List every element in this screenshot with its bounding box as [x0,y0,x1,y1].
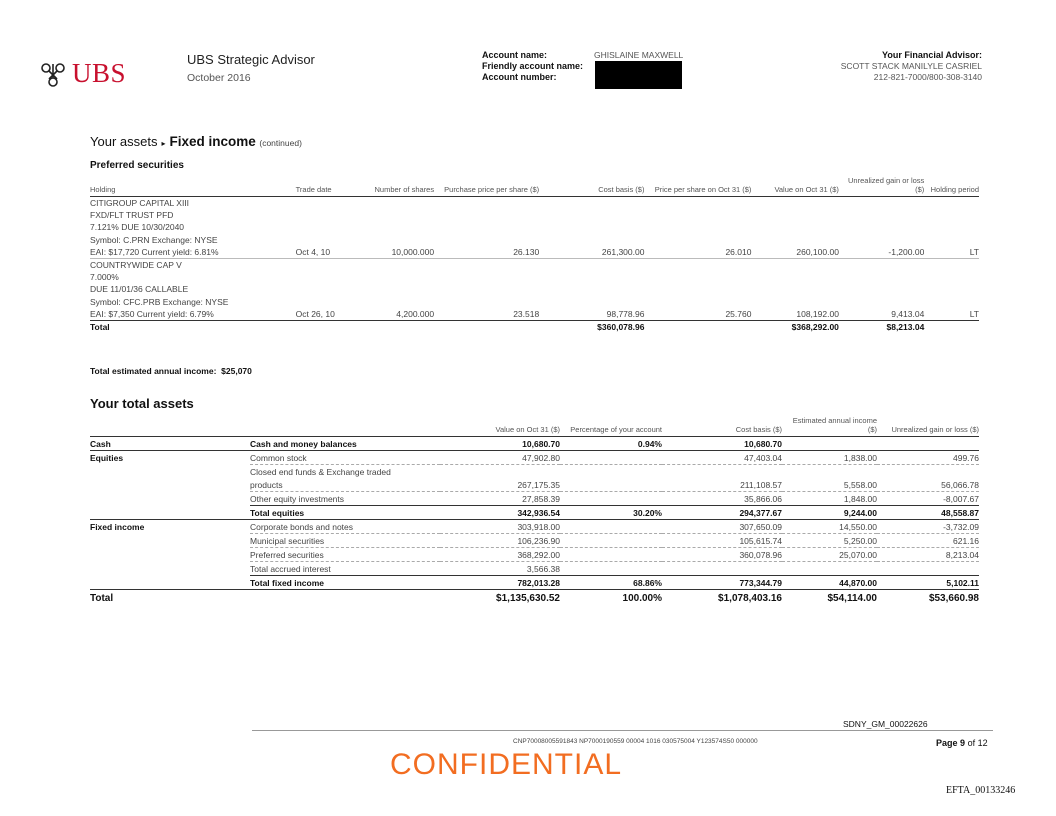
total-unrealized: $8,213.04 [839,320,924,333]
cell-value: 106,236.90 [440,534,560,548]
cell-desc: Total fixed income [250,576,440,590]
cell-value: 782,013.28 [440,576,560,590]
grand-total-pct: 100.00% [560,590,662,609]
cell-desc: Common stock [250,451,440,465]
cell-gain: 499.76 [877,451,979,465]
cell-income: 14,550.00 [782,520,877,534]
cell-income [782,562,877,576]
unrealized: 9,413.04 [891,308,925,319]
friendly-name-label: Friendly account name: [482,61,584,71]
col-trade-date: Trade date [250,176,335,197]
subsection-title: Preferred securities [90,160,184,171]
shares: 4,200.000 [396,308,435,319]
cell-gain: 8,213.04 [877,548,979,562]
cell-gain: 56,066.78 [877,478,979,492]
purchase-price: 26.130 [513,246,540,257]
cell-pct: 30.20% [560,506,662,520]
cell-value: 303,918.00 [440,520,560,534]
total-value: $368,292.00 [751,320,838,333]
cell-desc: products [250,478,440,492]
cell-cost: 294,377.67 [662,506,782,520]
advisor-names: SCOTT STACK MANILYLE CASRIEL [840,61,982,71]
page-total: of 12 [967,738,988,748]
cell-pct [560,451,662,465]
table-row [90,562,979,576]
confidential-stamp: CONFIDENTIAL [390,748,623,781]
cell-pct [560,492,662,506]
cell-cat [90,562,250,576]
redaction-bar [595,72,682,89]
holding-line: 7.121% DUE 10/30/2040 [90,222,185,233]
statement-period: October 2016 [187,72,251,84]
cell-pct [560,534,662,548]
price-oct31: 25.760 [725,308,752,319]
grand-total-gain: $53,660.98 [877,590,979,609]
cell-cat: Cash [90,437,250,451]
cell-value: 47,902.80 [440,451,560,465]
document-code: CNP70008005591843 NP7000190559 00004 1016 030575004 Y123574S50 000000 [513,738,758,745]
breadcrumb-arrow-icon: ▸ [161,139,166,148]
table-row [90,271,979,283]
cell-cost [662,465,782,479]
unrealized: -1,200.00 [888,246,925,257]
value-oct31: 108,192.00 [796,308,839,319]
table-row [90,308,979,321]
cell-cost: 105,615.74 [662,534,782,548]
holding-period: LT [969,246,979,257]
shares: 10,000.000 [391,246,435,257]
holding-line: FXD/FLT TRUST PFD [90,210,174,221]
cell-pct [560,520,662,534]
cell-desc: Total equities [250,506,440,520]
cell-gain: -8,007.67 [943,493,979,504]
holding-eai: EAI: $7,350 Current yield: 6.79% [90,308,214,319]
holding-line: DUE 11/01/36 CALLABLE [90,284,189,295]
cell-income: 44,870.00 [782,576,877,590]
table-row [90,234,979,246]
cell-income: 5,558.00 [782,478,877,492]
cell-desc: Municipal securities [250,534,440,548]
grand-total-label: Total [90,590,250,609]
cell-cost: 211,108.57 [662,478,782,492]
total-assets-table [90,416,979,608]
cell-pct: 0.94% [560,437,662,451]
grand-total-cost: $1,078,403.16 [662,590,782,609]
cell-cost: 307,650.09 [662,520,782,534]
cell-value: 368,292.00 [440,548,560,562]
price-oct31: 26.010 [725,246,752,257]
cell-value: 342,936.54 [440,506,560,520]
grand-total-income: $54,114.00 [782,590,877,609]
holding-line: CITIGROUP CAPITAL XIII [90,198,190,209]
cell-gain: 621.16 [877,534,979,548]
page-number [936,738,988,748]
account-number-label: Account number: [482,72,557,82]
cell-cost: 773,344.79 [662,576,782,590]
annual-income-value: $25,070 [221,366,252,376]
trade-date: Oct 26, 10 [295,308,335,319]
col-holding: Holding [90,176,250,197]
total-cost-basis: $360,078.96 [539,320,644,333]
cell-pct: 68.86% [560,576,662,590]
footer-divider [252,730,993,731]
table-row [90,576,979,590]
value-oct31: 260,100.00 [796,246,839,257]
grand-total-value: $1,135,630.52 [440,590,560,609]
col-holding-period: Holding period [924,176,979,197]
annual-income-label: Total estimated annual income: [90,366,217,376]
holding-line: 7.000% [90,272,119,283]
cell-cat [90,534,250,548]
section-prefix: Your assets [90,134,158,149]
cell-value: 27,858.39 [522,493,560,504]
cell-desc: Cash and money balances [250,437,440,451]
cell-cost: 35,866.06 [744,493,782,504]
table-row [90,221,979,233]
table-row [90,478,979,492]
total-row [90,320,979,333]
purchase-price: 23.518 [513,308,540,319]
section-continued: (continued) [259,138,302,148]
cell-pct [560,465,662,479]
cell-pct [560,548,662,562]
cell-gain: -3,732.09 [877,520,979,534]
table-row [90,246,979,259]
cell-value: 10,680.70 [440,437,560,451]
total-label: Total [90,320,250,333]
cell-income [782,465,877,479]
holding-line: Symbol: C.PRN Exchange: NYSE [90,234,218,245]
cell-desc: Other equity investments [250,493,345,504]
holding-period: LT [969,308,979,319]
brand-title: UBS Strategic Advisor [187,52,315,67]
table-row [90,506,979,520]
cell-cost [662,562,782,576]
table-row [90,534,979,548]
table-row [90,258,979,271]
table-row [90,520,979,534]
cell-cat: Equities [90,451,250,465]
table-row [90,465,979,479]
col-unrealized: Unrealized gain or loss ($) [839,176,924,197]
cell-cat [90,478,250,492]
col-cost-basis: Cost basis ($) [539,176,644,197]
cell-pct [560,562,662,576]
advisor-heading: Your Financial Advisor: [881,50,982,60]
total-annual-income [90,366,252,376]
table-row [90,437,979,451]
financial-advisor [841,50,982,83]
cell-pct [560,478,662,492]
cell-gain [877,562,979,576]
cell-cost: 360,078.96 [662,548,782,562]
cell-cat [90,492,250,506]
cell-cat [90,506,250,520]
ubs-logo [38,58,156,92]
page-word: Page [936,738,958,748]
cell-value [440,465,560,479]
table-row [90,197,979,210]
advisor-phone: 212-821-7000/800-308-3140 [873,72,982,82]
table-row [90,209,979,221]
cell-cost: 10,680.70 [662,437,782,451]
col-annual-income: Estimated annual income ($) [782,416,877,437]
cell-income: 25,070.00 [782,548,877,562]
cell-desc: Preferred securities [250,548,440,562]
holding-line: COUNTRYWIDE CAP V [90,258,979,271]
cell-cat: Fixed income [90,520,250,534]
cell-desc: Corporate bonds and notes [250,520,440,534]
account-name-label: Account name: [482,50,548,60]
brand-block [187,52,315,84]
col-price-oct31: Price per share on Oct 31 ($) [644,176,751,197]
preferred-securities-table [90,176,979,333]
cell-cat [90,548,250,562]
col-cost-basis: Cost basis ($) [662,416,782,437]
bates-number: SDNY_GM_00022626 [843,719,928,729]
table-row [90,296,979,308]
trade-date: Oct 4, 10 [295,246,331,257]
cell-income: 1,848.00 [843,493,877,504]
table-row [90,548,979,562]
col-value: Value on Oct 31 ($) [440,416,560,437]
col-shares: Number of shares [335,176,434,197]
grand-total-row [90,590,979,609]
logo-text: UBS [72,58,127,88]
table-row [90,283,979,295]
cell-gain: 48,558.87 [877,506,979,520]
section-title: Fixed income [169,134,256,149]
holding-line: Symbol: CFC.PRB Exchange: NYSE [90,296,229,307]
col-value-oct31: Value on Oct 31 ($) [751,176,838,197]
cell-income: 9,244.00 [782,506,877,520]
cell-gain [877,437,979,451]
holding-eai: EAI: $17,720 Current yield: 6.81% [90,246,219,257]
cell-value: 3,566.38 [526,563,560,574]
section-heading [90,134,302,149]
cell-cost: 47,403.04 [662,451,782,465]
cost-basis: 98,778.96 [606,308,645,319]
cell-gain: 5,102.11 [877,576,979,590]
total-assets-heading: Your total assets [90,396,194,411]
col-unrealized: Unrealized gain or loss ($) [877,416,979,437]
table-row [90,451,979,465]
col-percentage: Percentage of your account [560,416,662,437]
page-current: 9 [960,738,966,748]
ubs-keys-icon [38,60,68,90]
cell-income [782,437,877,451]
cell-desc: Closed end funds & Exchange traded [250,466,391,477]
table-row [90,492,979,506]
cell-income: 5,250.00 [782,534,877,548]
redaction-bar [595,61,682,72]
cell-cat [90,465,250,479]
cell-desc: Total accrued interest [250,563,331,574]
cell-value: 267,175.35 [440,478,560,492]
cell-gain [877,465,979,479]
account-name-value: GHISLAINE MAXWELL [594,50,684,60]
cost-basis: 261,300.00 [601,246,645,257]
efta-number: EFTA_00133246 [946,785,1016,796]
cell-cat [90,576,250,590]
cell-income: 1,838.00 [782,451,877,465]
col-purchase-price: Purchase price per share ($) [434,176,539,197]
